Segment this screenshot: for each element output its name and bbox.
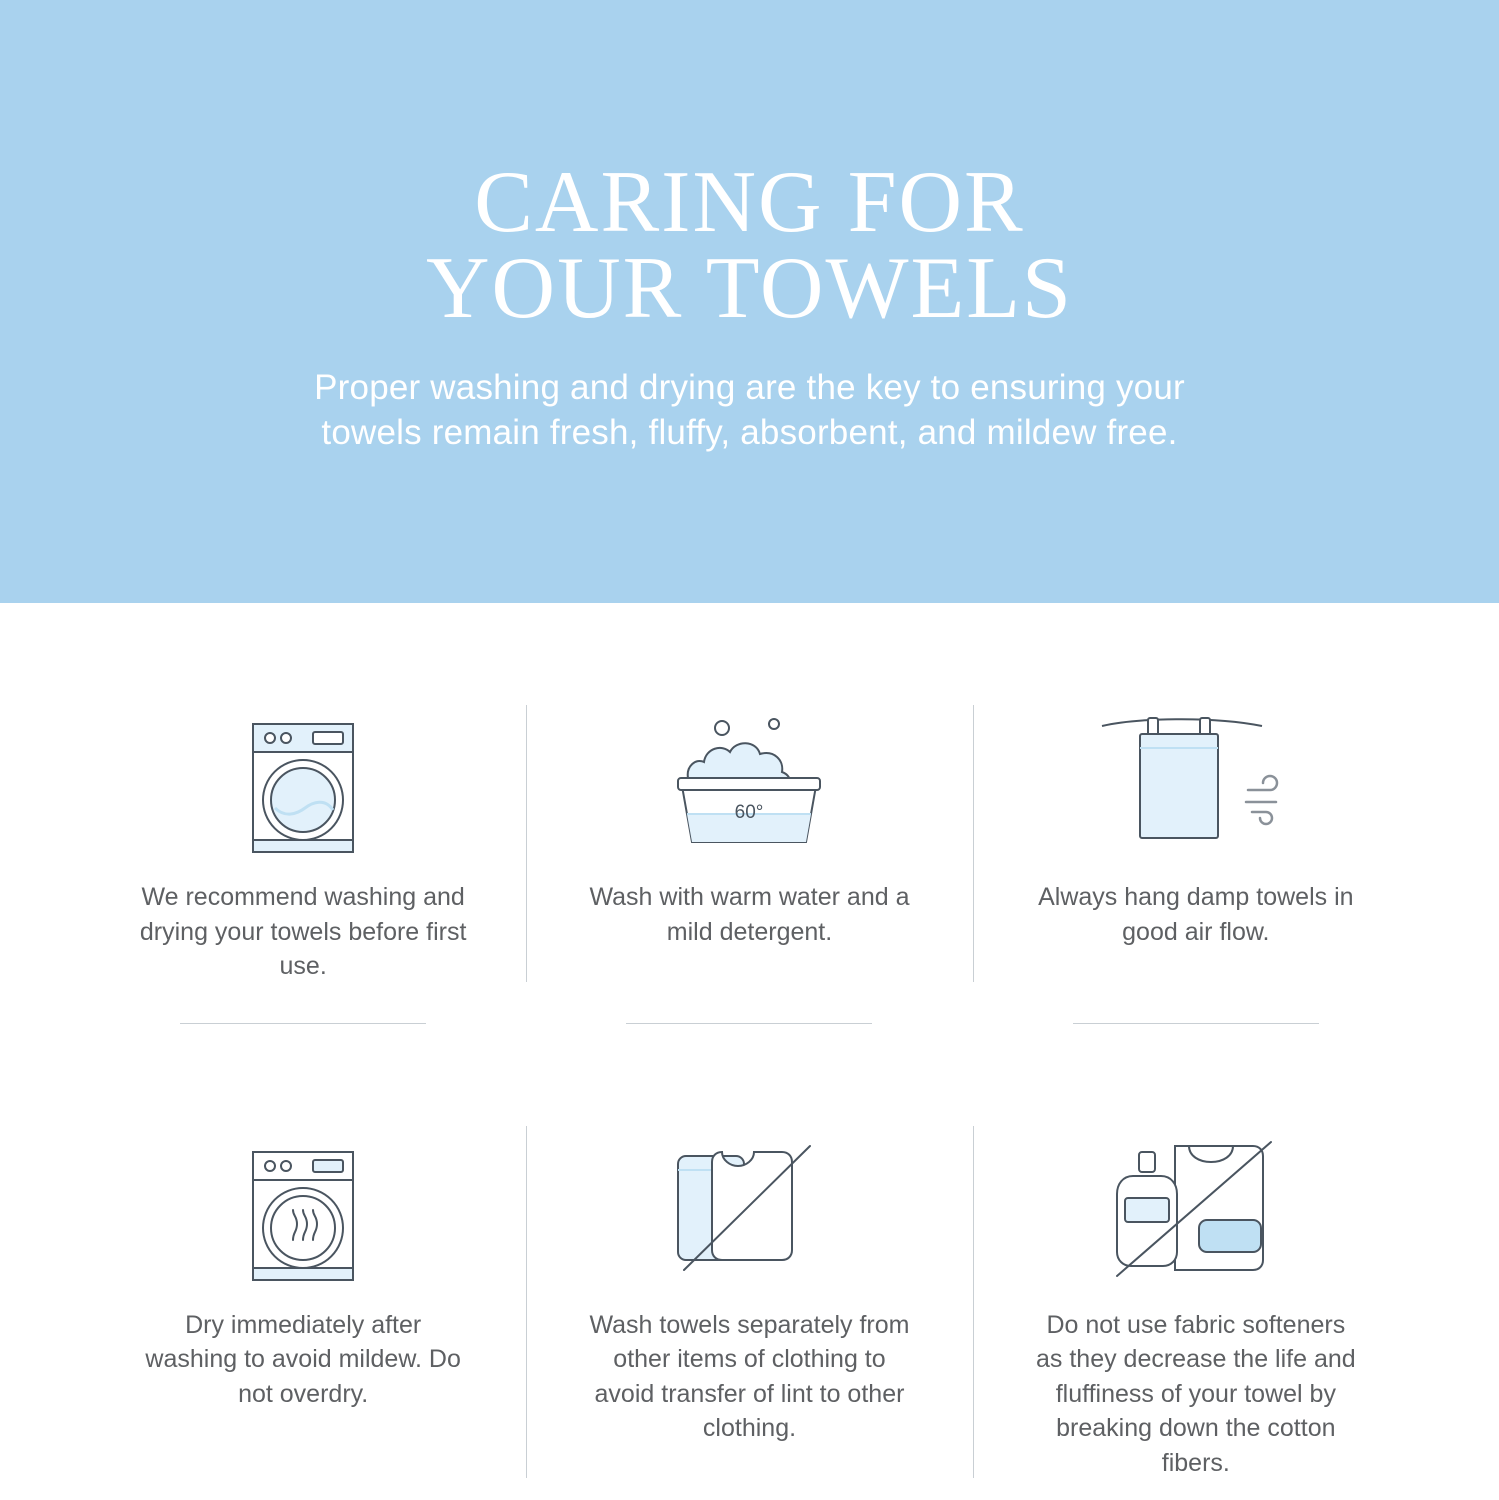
tips-grid-row-1 xyxy=(0,603,1499,1024)
hero-section xyxy=(0,0,1499,603)
wash-temperature-label: 60° xyxy=(735,802,764,823)
tip-card-wash-basin xyxy=(526,663,972,1024)
wash-basin-bubbles-icon xyxy=(654,708,844,858)
tip-caption: We recommend washing and drying your towels before first use. xyxy=(139,883,467,980)
tip-caption: Wash with warm water and a mild detergent. xyxy=(589,883,910,946)
page-title-line-2: YOUR TOWELS xyxy=(426,240,1073,338)
tip-caption: Dry immediately after washing to avoid mildew. Do not overdry. xyxy=(145,1310,461,1408)
tip-caption: Do not use fabric softeners as they decrease the life and fluffiness of your towel by breaking down the cotton fibers. xyxy=(1036,1310,1356,1477)
no-mixed-laundry-icon xyxy=(664,1136,834,1286)
tip-card-hang-towel xyxy=(973,663,1419,1024)
tip-caption: Wash towels separately from other items of clothing to avoid transfer of lint to other clothing. xyxy=(589,1310,910,1442)
tip-card-no-softener xyxy=(973,1084,1419,1500)
no-fabric-softener-icon xyxy=(1103,1136,1289,1286)
page-title xyxy=(426,154,1073,338)
tip-card-separate-wash xyxy=(526,1084,972,1500)
page-title-line-1: CARING FOR xyxy=(474,154,1025,251)
tips-grid-row-2 xyxy=(0,1024,1499,1500)
tip-caption: Always hang damp towels in good air flow. xyxy=(1038,883,1354,946)
hero-subtitle: Proper washing and drying are the key to ensuring your towels remain fresh, fluffy, absorbent, and mildew free. xyxy=(314,368,1185,453)
tumble-dryer-icon xyxy=(237,1136,369,1286)
tip-card-washing-machine xyxy=(80,663,526,1024)
hanging-towel-airflow-icon xyxy=(1096,708,1296,858)
tip-card-dryer xyxy=(80,1084,526,1500)
washing-machine-icon xyxy=(237,708,369,858)
